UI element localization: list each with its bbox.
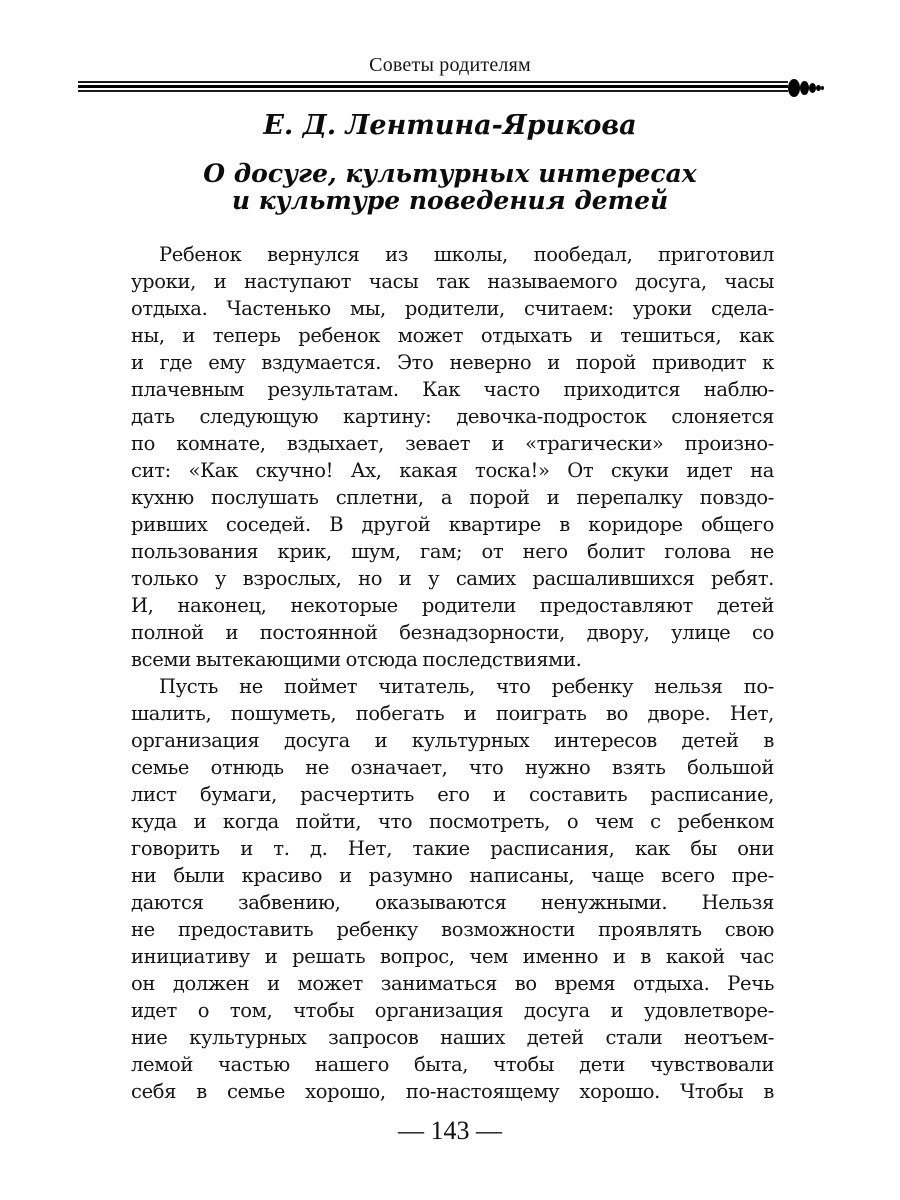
article-body [131,241,774,1105]
text-line: только у взрослых, но и у самих расшалившихся ребят. [131,567,774,590]
text-line: даются забвению, оказываются ненужными. Нельзя [131,891,774,914]
text-line: не предоставить ребенку возможности проявлять свою [131,918,774,941]
text-line: пользования крик, шум, гам; от него болит голова не [131,540,774,563]
text-line: куда и когда пойти, что посмотреть, о чем с ребенком [131,810,774,833]
text-line: Пусть не поймет читатель, что ребенку нельзя по- [159,675,774,698]
text-line: по комнате, вздыхает, зевает и «трагически» произно- [131,432,774,455]
text-line: ни были красиво и разумно написаны, чаще всего пре- [131,864,774,887]
text-line: ние культурных запросов наших детей стали неотъем- [131,1026,774,1049]
text-line: кухню послушать сплетни, а порой и перепалку повздо- [131,486,774,509]
text-line: он должен и может заниматься во время отдыха. Речь [131,972,774,995]
text-line: уроки, и наступают часы так называемого досуга, часы [131,270,774,293]
rule-line-bottom [78,90,788,92]
rule-line-middle [78,85,788,88]
text-line: отдыха. Частенько мы, родители, считаем: уроки сдела- [131,297,774,320]
text-line: семье отнюдь не означает, что нужно взять большой [131,756,774,779]
rule-line-top [78,81,788,83]
text-line: ривших соседей. В другой квартире в коридоре общего [131,513,774,536]
page-number: — 143 — [398,1116,502,1145]
header-rule [78,81,788,93]
text-line: себя в семье хорошо, по-настоящему хорошо. Чтобы в [131,1080,774,1103]
paragraph [131,241,774,673]
text-line: идет о том, чтобы организация досуга и удовлетворе- [131,999,774,1022]
paragraph [131,673,774,1105]
text-line: дать следующую картину: девочка-подросток слоняется [131,405,774,428]
title-line: и культуре поведения детей [231,186,669,215]
text-line: Ребенок вернулся из школы, пообедал, приготовил [159,243,774,266]
text-line: инициативу и решать вопрос, чем именно и в какой час [131,945,774,968]
text-line: всеми вытекающими отсюда последствиями. [131,648,582,671]
text-line: сит: «Как скучно! Ах, какая тоска!» От скуки идет на [131,459,774,482]
text-line: полной и постоянной безнадзорности, двору, улице со [131,621,774,644]
text-line: ны, и теперь ребенок может отдыхать и тешиться, как [131,324,774,347]
text-line: плачевным результатам. Как часто приходится наблю- [131,378,774,401]
article-title [0,160,900,214]
title-line: О досуге, культурных интересах [203,159,697,188]
text-line: и где ему вздумается. Это неверно и порой приводит к [131,351,774,374]
text-line: лист бумаги, расчертить его и составить расписание, [131,783,774,806]
running-head: Советы родителям [369,54,531,76]
text-line: И, наконец, некоторые родители предоставляют детей [131,594,774,617]
text-line: организация досуга и культурных интересов детей в [131,729,774,752]
article-author: Е. Д. Лентина-Ярикова [263,110,637,141]
text-line: шалить, пошуметь, побегать и поиграть во дворе. Нет, [131,702,774,725]
rule-ornament-dots-icon [786,78,846,98]
text-line: говорить и т. д. Нет, такие расписания, как бы они [131,837,774,860]
text-line: лемой частью нашего быта, чтобы дети чувствовали [131,1053,774,1076]
